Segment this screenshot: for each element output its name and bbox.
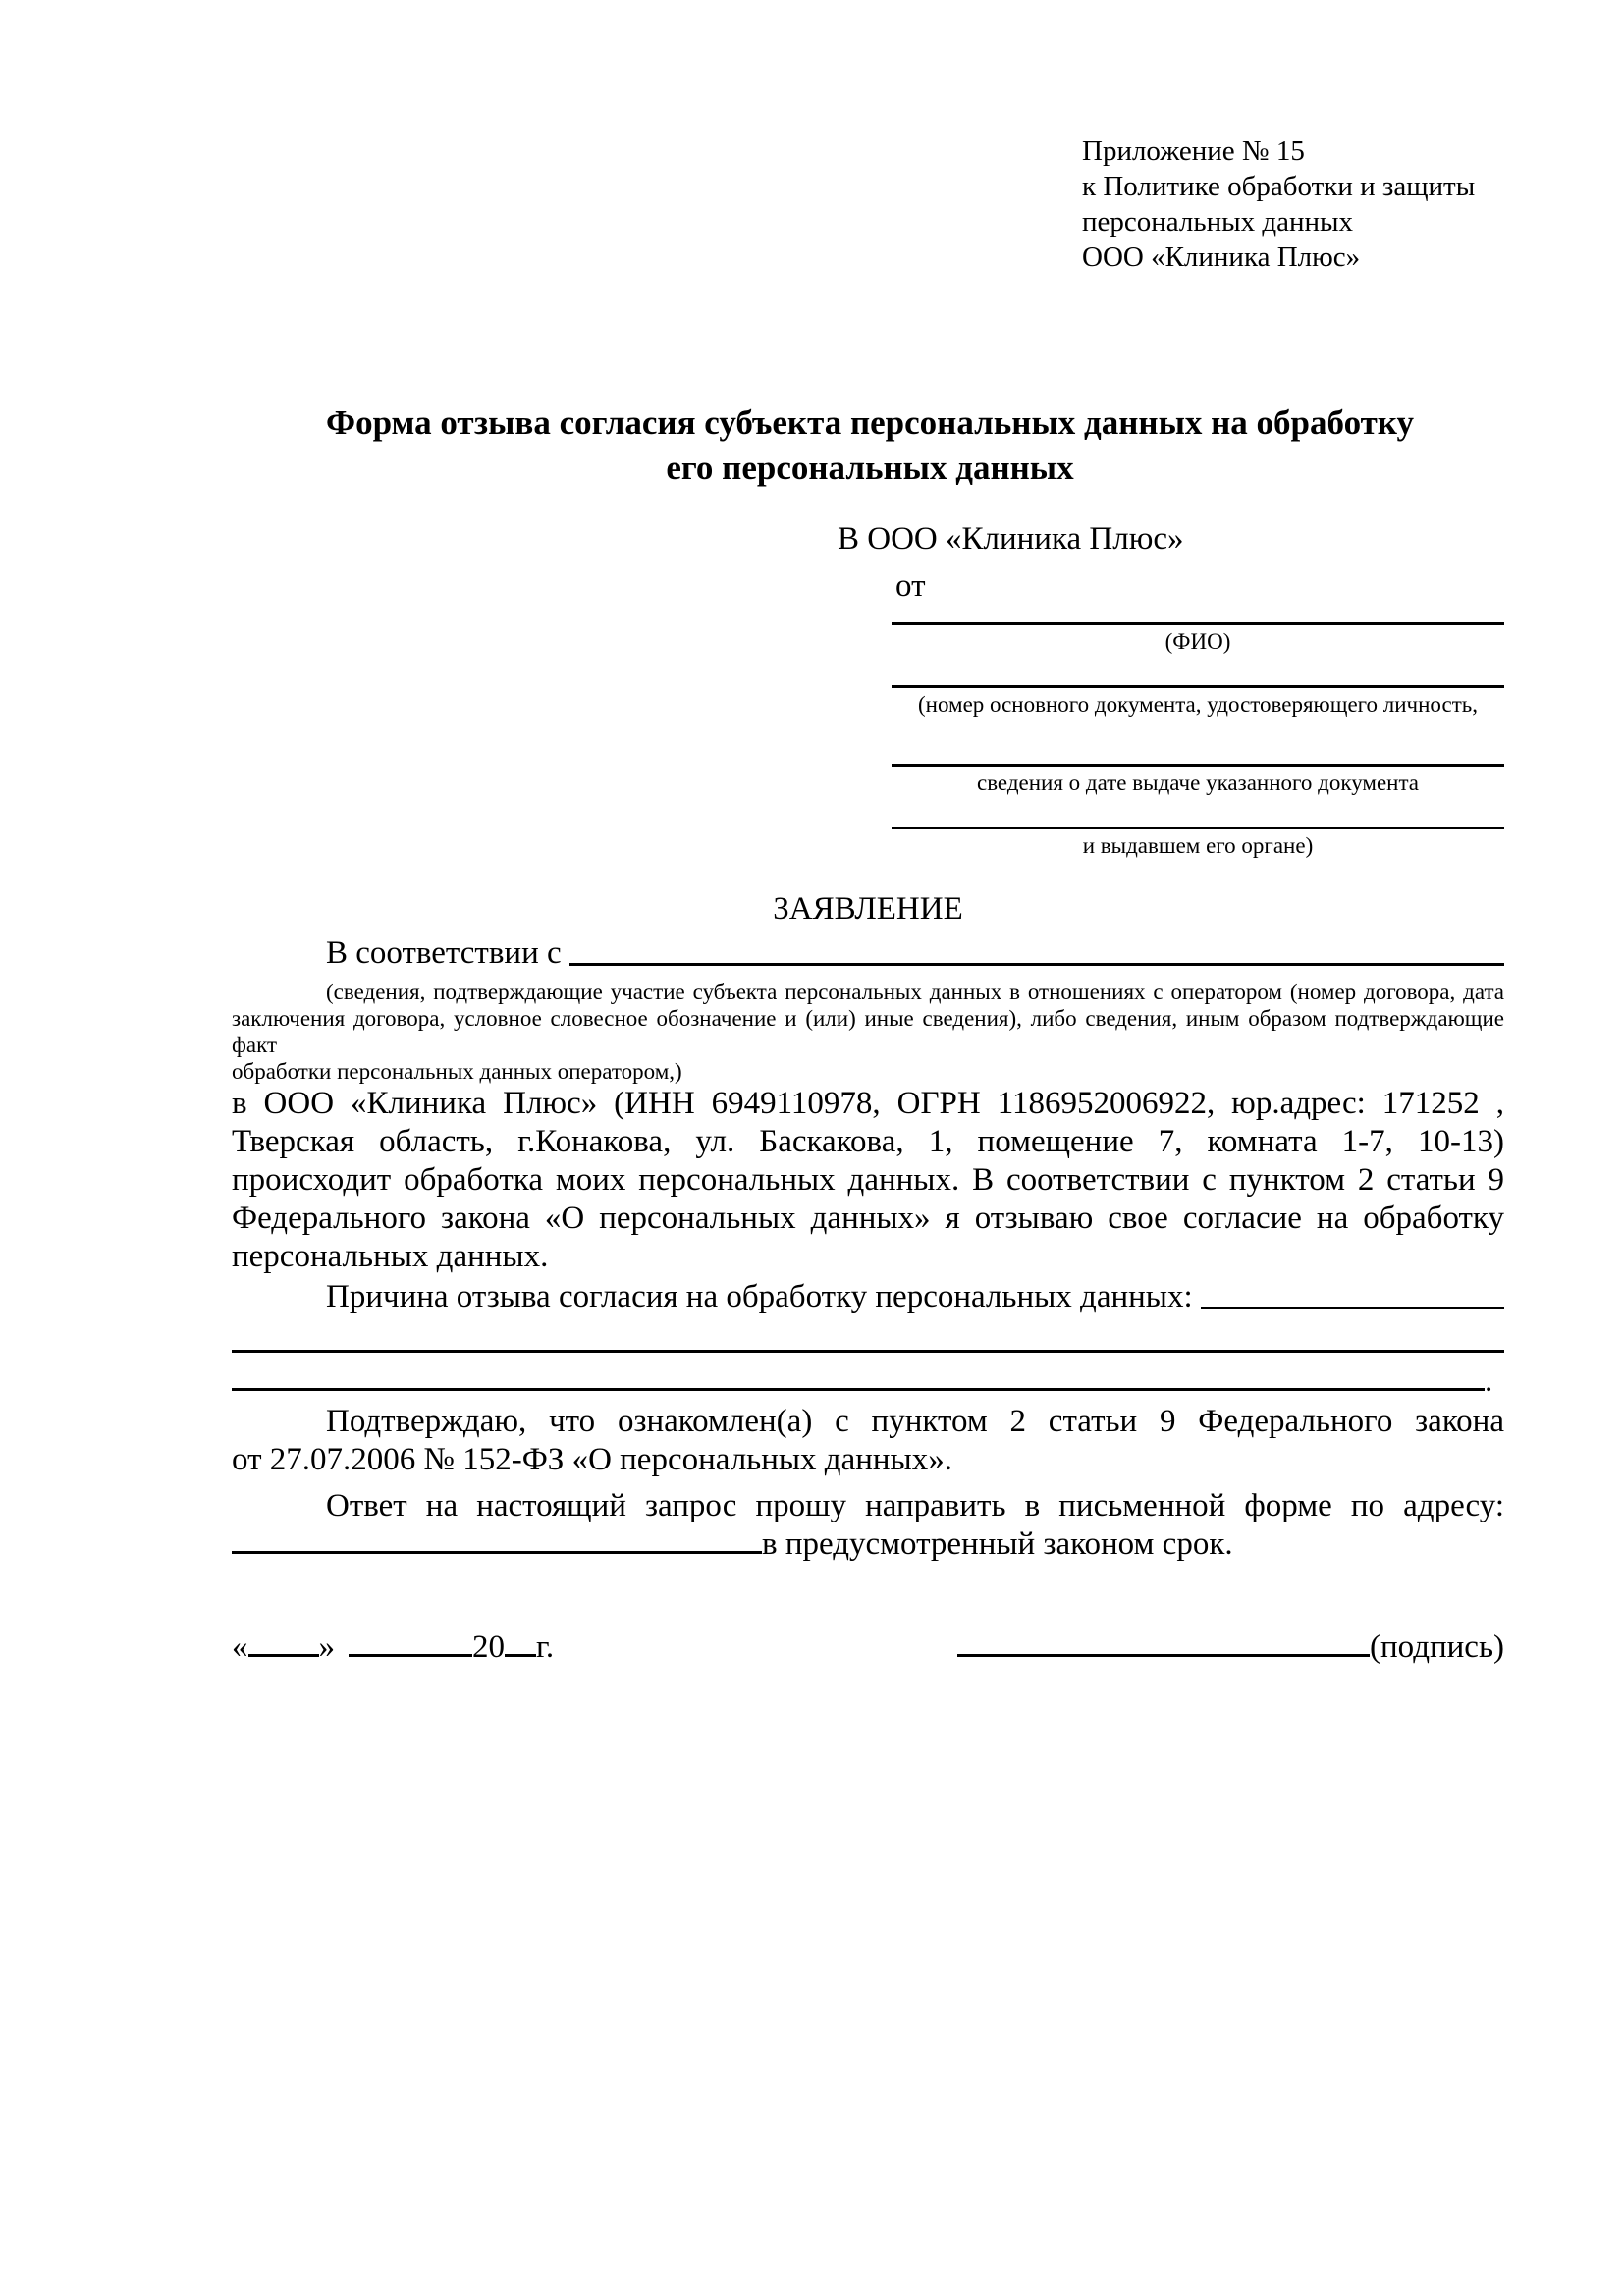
fio-field-line	[892, 622, 1504, 625]
signature-caption: (подпись)	[1370, 1629, 1504, 1665]
signature-line	[957, 1654, 1370, 1657]
statement-heading: ЗАЯВЛЕНИЕ	[773, 891, 963, 927]
line-end-period: .	[1485, 1363, 1493, 1399]
header-line: персональных данных	[1082, 206, 1354, 238]
form-title-line: Форма отзыва согласия субъекта персональных данных на обработку	[326, 403, 1414, 442]
issue-date-field-line	[892, 764, 1504, 767]
header-line: ООО «Клиника Плюс»	[1082, 241, 1361, 273]
body-line: Тверская область, г.Конакова, ул. Баскакова, 1, помещение 7, комната 1-7, 10-13)	[232, 1124, 1504, 1159]
body-line: происходит обработка моих персональных данных. В соответствии с пунктом 2 статьи 9	[232, 1162, 1504, 1198]
confirmation-paragraph	[232, 1403, 1504, 1479]
reason-fill-line	[1201, 1278, 1504, 1309]
footnote-line: обработки персональных данных оператором,)	[232, 1059, 682, 1084]
form-title	[234, 400, 1506, 491]
date-close-quote: »	[318, 1629, 335, 1665]
reply-paragraph	[232, 1487, 1504, 1564]
according-line	[232, 934, 1504, 973]
according-fill-line	[569, 934, 1504, 966]
issuing-authority-field-line	[892, 827, 1504, 829]
day-blank-line	[248, 1654, 319, 1657]
month-blank-line	[349, 1654, 472, 1657]
statement-section	[232, 887, 1504, 1667]
year-blank-line	[505, 1654, 536, 1657]
issue-date-caption: сведения о дате выдаче указанного документа	[976, 771, 1420, 795]
reply-address-line	[232, 1525, 1504, 1564]
year-prefix: 20	[472, 1629, 505, 1665]
issuing-authority-caption: и выдавшем его органе)	[1082, 833, 1314, 858]
year-suffix: г.	[536, 1629, 555, 1665]
reason-line	[232, 1278, 1504, 1316]
document-number-caption: (номер основного документа, удостоверяющего личность,	[917, 692, 1478, 717]
confirmation-line: Подтверждаю, что ознакомлен(а) с пунктом 2 статьи 9 Федерального закона	[326, 1404, 1504, 1439]
addressee-from-label: от	[895, 568, 926, 604]
blank-field-line	[232, 1388, 1485, 1391]
appendix-header	[1082, 133, 1475, 275]
fio-caption: (ФИО)	[1164, 629, 1231, 654]
first-line-indent	[232, 1278, 326, 1316]
form-title-line: его персональных данных	[666, 449, 1074, 487]
body-line: в ООО «Клиника Плюс» (ИНН 6949110978, ОГРН 1186952006922, юр.адрес: 171252 ,	[232, 1086, 1504, 1121]
statement-body	[232, 1085, 1504, 1276]
first-line-indent	[232, 934, 326, 973]
header-line: Приложение № 15	[1082, 135, 1305, 167]
date-open-quote: «	[232, 1629, 248, 1665]
confirmation-line: от 27.07.2006 № 152-ФЗ «О персональных данных».	[232, 1442, 952, 1477]
reason-label: Причина отзыва согласия на обработку персональных данных:	[326, 1279, 1193, 1314]
according-prefix: В соответствии с	[326, 935, 562, 971]
reason-blank-line-2	[232, 1362, 1504, 1401]
blank-field-line	[232, 1350, 1504, 1353]
document-number-field-line	[892, 685, 1504, 688]
date-signature-row	[232, 1629, 1504, 1667]
header-line: к Политике обработки и защиты	[1082, 171, 1476, 202]
footnote-line: (сведения, подтверждающие участие субъекта персональных данных в отношениях с оператором (номер договора, дата	[326, 980, 1504, 1004]
footnote	[232, 979, 1504, 1085]
footnote-line: заключения договора, условное словесное обозначение и (или) иные сведения), либо сведения, иным образом подтверждающие факт	[232, 1006, 1504, 1057]
address-fill-line	[232, 1551, 762, 1554]
body-line: Федерального закона «О персональных данных» я отзываю свое согласие на обработку	[232, 1201, 1504, 1236]
body-line: персональных данных.	[232, 1239, 549, 1274]
addressee-to: В ООО «Клиника Плюс»	[838, 521, 1184, 557]
reason-blank-line-1	[232, 1324, 1504, 1362]
reply-suffix: в предусмотренный законом срок.	[762, 1526, 1233, 1562]
reply-line: Ответ на настоящий запрос прошу направить в письменной форме по адресу:	[326, 1488, 1504, 1523]
